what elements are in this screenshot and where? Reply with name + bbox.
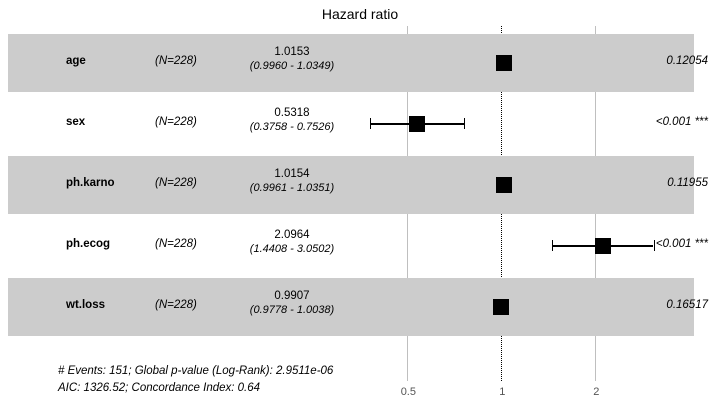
ci-cap (370, 118, 372, 129)
row-estimate: 0.5318 (274, 107, 310, 119)
row-variable-label: wt.loss (66, 299, 105, 311)
row-estimate-block (222, 168, 362, 195)
row-confidence-interval: (1.4408 - 3.0502) (249, 242, 335, 255)
row-sample-size: (N=228) (155, 238, 197, 250)
row-confidence-interval: (0.9961 - 1.0351) (249, 181, 335, 194)
row-estimate-block (222, 290, 362, 317)
row-p-value: 0.11955 (667, 177, 708, 189)
estimate-marker (409, 116, 425, 132)
row-estimate-block (222, 229, 362, 256)
axis-tick-label: 2 (593, 386, 600, 398)
ci-cap (464, 118, 466, 129)
chart-title: Hazard ratio (321, 6, 399, 22)
row-variable-label: ph.ecog (66, 238, 111, 250)
row-sample-size: (N=228) (155, 55, 197, 67)
row-p-value: <0.001 *** (655, 238, 708, 250)
row-variable-label: age (66, 55, 86, 67)
estimate-marker (496, 177, 512, 193)
row-p-value: <0.001 *** (655, 116, 708, 128)
row-confidence-interval: (0.9778 - 1.0038) (249, 303, 335, 316)
axis-tick-label: 1 (499, 386, 506, 398)
footer-line: # Events: 151; Global p-value (Log-Rank): 2.9511e-06 (58, 365, 334, 377)
row-variable-label: ph.karno (66, 177, 115, 189)
row-estimate: 1.0154 (274, 168, 310, 180)
row-sample-size: (N=228) (155, 177, 197, 189)
row-estimate-block (222, 46, 362, 73)
estimate-marker (496, 55, 512, 71)
row-estimate: 1.0153 (274, 46, 310, 58)
row-p-value: 0.12054 (666, 55, 708, 67)
axis-tick-label: 0.5 (400, 386, 416, 398)
row-confidence-interval: (0.9960 - 1.0349) (249, 59, 335, 72)
ci-cap (552, 240, 554, 251)
row-estimate: 2.0964 (274, 229, 310, 241)
estimate-marker (493, 299, 509, 315)
row-variable-label: sex (66, 116, 86, 128)
row-confidence-interval: (0.3758 - 0.7526) (249, 120, 335, 133)
footer-line: AIC: 1326.52; Concordance Index: 0.64 (58, 382, 261, 394)
row-sample-size: (N=228) (155, 116, 197, 128)
row-p-value: 0.16517 (666, 299, 708, 311)
row-estimate: 0.9907 (274, 290, 310, 302)
row-sample-size: (N=228) (155, 299, 197, 311)
row-estimate-block (222, 107, 362, 134)
